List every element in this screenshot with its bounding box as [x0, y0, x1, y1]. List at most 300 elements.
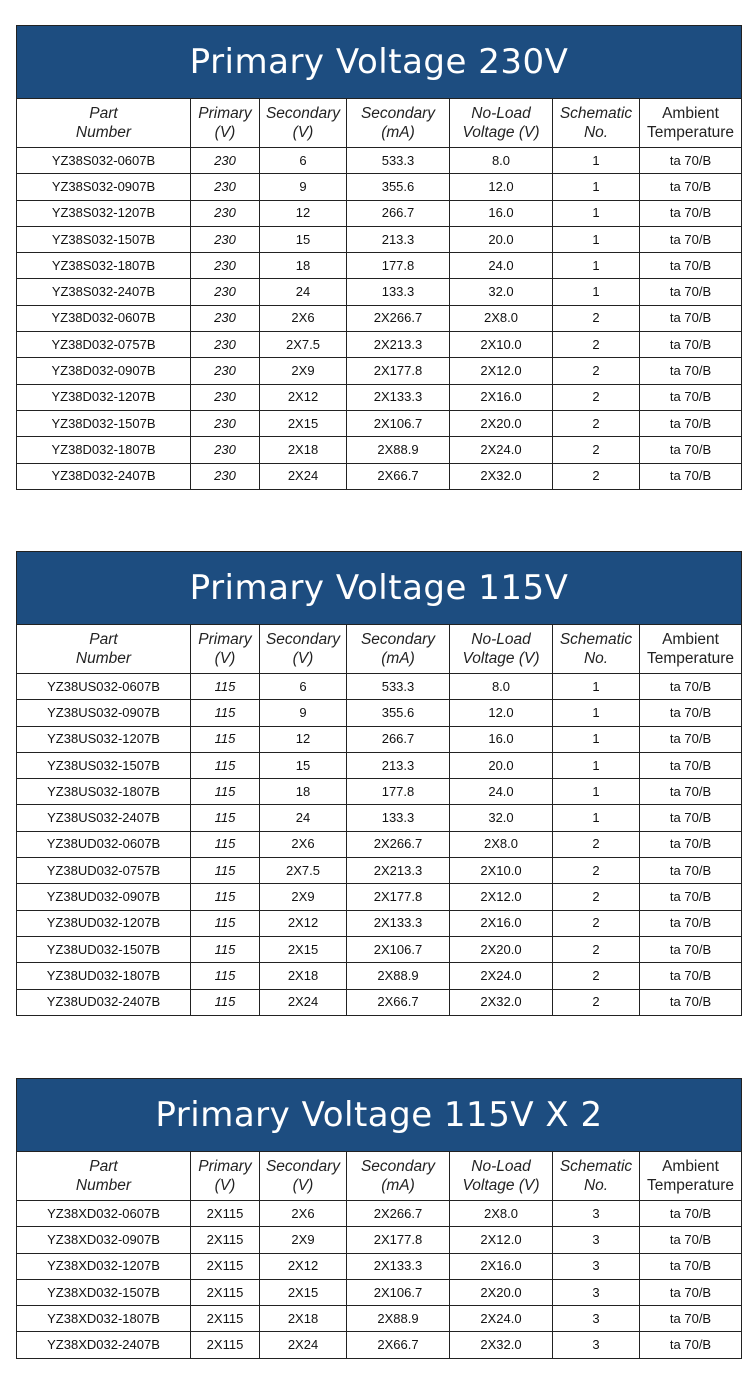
cell-schematic: 1	[553, 779, 640, 805]
column-header-line: Secondary	[360, 631, 436, 648]
table-row	[17, 1332, 742, 1358]
column-header-line: Number	[75, 124, 132, 141]
table-row	[17, 726, 742, 752]
cell-noload: 12.0	[450, 174, 553, 200]
cell-primary: 2X115	[191, 1279, 260, 1305]
cell-secondary_v: 24	[260, 279, 347, 305]
column-header-line: Secondary	[265, 631, 341, 648]
table-row	[17, 463, 742, 489]
cell-ambient: ta 70/B	[640, 884, 742, 910]
cell-ambient: ta 70/B	[640, 858, 742, 884]
table-row	[17, 174, 742, 200]
table-row	[17, 1227, 742, 1253]
cell-part: YZ38UD032-2407B	[17, 989, 191, 1015]
table-banner-row	[17, 552, 742, 625]
cell-secondary_ma: 2X133.3	[347, 1253, 450, 1279]
cell-primary: 2X115	[191, 1227, 260, 1253]
cell-schematic: 2	[553, 831, 640, 857]
cell-schematic: 2	[553, 437, 640, 463]
cell-secondary_v: 2X7.5	[260, 858, 347, 884]
column-header-ambient	[640, 99, 742, 148]
column-header-secondary_ma	[347, 1152, 450, 1201]
cell-secondary_ma: 2X213.3	[347, 858, 450, 884]
cell-part: YZ38US032-1207B	[17, 726, 191, 752]
cell-secondary_v: 2X12	[260, 910, 347, 936]
column-header-line: Temperature	[647, 650, 735, 667]
cell-secondary_ma: 2X266.7	[347, 1201, 450, 1227]
cell-noload: 2X8.0	[450, 831, 553, 857]
cell-secondary_ma: 266.7	[347, 726, 450, 752]
cell-part: YZ38D032-2407B	[17, 463, 191, 489]
cell-part: YZ38UD032-0907B	[17, 884, 191, 910]
cell-ambient: ta 70/B	[640, 1227, 742, 1253]
column-header-noload	[450, 1152, 553, 1201]
table-row	[17, 831, 742, 857]
cell-secondary_v: 2X24	[260, 989, 347, 1015]
column-header-line: Primary	[198, 105, 252, 122]
cell-schematic: 1	[553, 674, 640, 700]
cell-noload: 2X10.0	[450, 332, 553, 358]
cell-noload: 2X24.0	[450, 1306, 553, 1332]
cell-schematic: 3	[553, 1201, 640, 1227]
cell-part: YZ38XD032-1207B	[17, 1253, 191, 1279]
cell-schematic: 1	[553, 148, 640, 174]
cell-noload: 2X8.0	[450, 305, 553, 331]
column-header-line: Schematic	[559, 1158, 633, 1175]
cell-schematic: 1	[553, 805, 640, 831]
cell-noload: 2X24.0	[450, 963, 553, 989]
cell-ambient: ta 70/B	[640, 674, 742, 700]
cell-ambient: ta 70/B	[640, 437, 742, 463]
table-title: Primary Voltage 230V	[17, 26, 742, 99]
cell-secondary_v: 12	[260, 200, 347, 226]
table-banner-row	[17, 26, 742, 99]
cell-schematic: 1	[553, 279, 640, 305]
cell-schematic: 1	[553, 174, 640, 200]
table-row	[17, 332, 742, 358]
cell-schematic: 3	[553, 1306, 640, 1332]
cell-ambient: ta 70/B	[640, 305, 742, 331]
cell-primary: 115	[191, 884, 260, 910]
cell-primary: 230	[191, 174, 260, 200]
cell-part: YZ38XD032-0607B	[17, 1201, 191, 1227]
table-row	[17, 910, 742, 936]
cell-noload: 2X24.0	[450, 437, 553, 463]
cell-primary: 115	[191, 989, 260, 1015]
cell-schematic: 1	[553, 700, 640, 726]
table-row	[17, 226, 742, 252]
cell-secondary_v: 9	[260, 174, 347, 200]
column-header-line: Secondary	[360, 1158, 436, 1175]
cell-secondary_ma: 133.3	[347, 805, 450, 831]
cell-secondary_v: 2X7.5	[260, 332, 347, 358]
cell-part: YZ38US032-0907B	[17, 700, 191, 726]
column-header-line: (V)	[214, 124, 236, 141]
cell-noload: 24.0	[450, 779, 553, 805]
cell-secondary_ma: 2X106.7	[347, 1279, 450, 1305]
cell-part: YZ38US032-0607B	[17, 674, 191, 700]
cell-ambient: ta 70/B	[640, 1201, 742, 1227]
cell-primary: 230	[191, 226, 260, 252]
cell-noload: 2X12.0	[450, 884, 553, 910]
column-header-row	[17, 1152, 742, 1201]
cell-schematic: 3	[553, 1279, 640, 1305]
cell-noload: 2X16.0	[450, 910, 553, 936]
cell-noload: 2X20.0	[450, 936, 553, 962]
cell-secondary_ma: 2X106.7	[347, 410, 450, 436]
cell-schematic: 2	[553, 884, 640, 910]
cell-primary: 115	[191, 700, 260, 726]
cell-schematic: 1	[553, 752, 640, 778]
cell-schematic: 2	[553, 910, 640, 936]
column-header-line: (mA)	[381, 1177, 415, 1194]
table-row	[17, 384, 742, 410]
column-header-line: Schematic	[559, 105, 633, 122]
column-header-part	[17, 1152, 191, 1201]
cell-secondary_v: 2X12	[260, 1253, 347, 1279]
column-header-line: Secondary	[360, 105, 436, 122]
cell-secondary_ma: 2X106.7	[347, 936, 450, 962]
cell-ambient: ta 70/B	[640, 384, 742, 410]
cell-secondary_ma: 533.3	[347, 148, 450, 174]
cell-part: YZ38XD032-1807B	[17, 1306, 191, 1332]
table-row	[17, 700, 742, 726]
spec-table	[16, 1078, 742, 1359]
cell-part: YZ38US032-2407B	[17, 805, 191, 831]
cell-primary: 230	[191, 358, 260, 384]
cell-ambient: ta 70/B	[640, 700, 742, 726]
table-row	[17, 1201, 742, 1227]
column-header-line: (V)	[214, 1177, 236, 1194]
cell-schematic: 2	[553, 358, 640, 384]
cell-part: YZ38XD032-2407B	[17, 1332, 191, 1358]
table-row	[17, 884, 742, 910]
cell-schematic: 2	[553, 989, 640, 1015]
cell-ambient: ta 70/B	[640, 226, 742, 252]
cell-part: YZ38US032-1807B	[17, 779, 191, 805]
column-header-line: (V)	[292, 650, 314, 667]
cell-part: YZ38D032-0907B	[17, 358, 191, 384]
column-header-row	[17, 625, 742, 674]
cell-ambient: ta 70/B	[640, 963, 742, 989]
cell-schematic: 1	[553, 253, 640, 279]
cell-primary: 230	[191, 463, 260, 489]
cell-ambient: ta 70/B	[640, 279, 742, 305]
cell-secondary_v: 2X18	[260, 1306, 347, 1332]
cell-secondary_ma: 2X213.3	[347, 332, 450, 358]
cell-part: YZ38UD032-0757B	[17, 858, 191, 884]
cell-noload: 2X10.0	[450, 858, 553, 884]
column-header-line: (V)	[292, 124, 314, 141]
column-header-line: Part	[89, 105, 118, 122]
table-row	[17, 805, 742, 831]
cell-schematic: 2	[553, 858, 640, 884]
column-header-line: Ambient	[662, 631, 719, 648]
cell-noload: 16.0	[450, 200, 553, 226]
cell-ambient: ta 70/B	[640, 148, 742, 174]
cell-secondary_v: 2X15	[260, 410, 347, 436]
table-row	[17, 200, 742, 226]
cell-part: YZ38US032-1507B	[17, 752, 191, 778]
cell-secondary_v: 15	[260, 752, 347, 778]
cell-schematic: 2	[553, 305, 640, 331]
cell-schematic: 3	[553, 1253, 640, 1279]
cell-noload: 2X16.0	[450, 384, 553, 410]
cell-part: YZ38UD032-1507B	[17, 936, 191, 962]
column-header-line: Voltage (V)	[462, 650, 540, 667]
cell-noload: 2X20.0	[450, 410, 553, 436]
cell-schematic: 1	[553, 200, 640, 226]
cell-secondary_v: 2X18	[260, 437, 347, 463]
cell-secondary_v: 15	[260, 226, 347, 252]
column-header-line: (V)	[292, 1177, 314, 1194]
column-header-line: Number	[75, 650, 132, 667]
cell-ambient: ta 70/B	[640, 910, 742, 936]
column-header-secondary_v	[260, 625, 347, 674]
table-row	[17, 305, 742, 331]
column-header-secondary_v	[260, 1152, 347, 1201]
cell-secondary_v: 2X9	[260, 1227, 347, 1253]
cell-ambient: ta 70/B	[640, 174, 742, 200]
cell-secondary_v: 2X12	[260, 384, 347, 410]
table-row	[17, 752, 742, 778]
cell-ambient: ta 70/B	[640, 779, 742, 805]
cell-secondary_ma: 2X66.7	[347, 1332, 450, 1358]
table-row	[17, 779, 742, 805]
column-header-line: Part	[89, 631, 118, 648]
cell-noload: 2X32.0	[450, 463, 553, 489]
cell-part: YZ38S032-1507B	[17, 226, 191, 252]
cell-primary: 2X115	[191, 1253, 260, 1279]
table-row	[17, 1253, 742, 1279]
cell-ambient: ta 70/B	[640, 936, 742, 962]
cell-part: YZ38D032-1807B	[17, 437, 191, 463]
column-header-row	[17, 99, 742, 148]
cell-primary: 230	[191, 148, 260, 174]
spec-table	[16, 25, 742, 490]
cell-primary: 115	[191, 674, 260, 700]
cell-part: YZ38D032-0607B	[17, 305, 191, 331]
cell-primary: 230	[191, 279, 260, 305]
cell-part: YZ38D032-1507B	[17, 410, 191, 436]
cell-noload: 2X16.0	[450, 1253, 553, 1279]
cell-secondary_ma: 2X133.3	[347, 910, 450, 936]
column-header-line: No-Load	[471, 631, 531, 648]
cell-part: YZ38S032-2407B	[17, 279, 191, 305]
table-row	[17, 936, 742, 962]
table-banner-row	[17, 1079, 742, 1152]
cell-primary: 115	[191, 910, 260, 936]
cell-primary: 115	[191, 858, 260, 884]
cell-secondary_v: 2X24	[260, 1332, 347, 1358]
cell-noload: 2X12.0	[450, 358, 553, 384]
column-header-line: No-Load	[471, 105, 531, 122]
column-header-line: Part	[89, 1158, 118, 1175]
cell-ambient: ta 70/B	[640, 1306, 742, 1332]
column-header-line: No.	[583, 124, 609, 141]
column-header-line: (mA)	[381, 124, 415, 141]
cell-secondary_ma: 2X266.7	[347, 831, 450, 857]
cell-primary: 2X115	[191, 1332, 260, 1358]
column-header-noload	[450, 625, 553, 674]
cell-part: YZ38UD032-1807B	[17, 963, 191, 989]
cell-primary: 230	[191, 332, 260, 358]
cell-primary: 230	[191, 384, 260, 410]
cell-part: YZ38D032-1207B	[17, 384, 191, 410]
cell-part: YZ38S032-1807B	[17, 253, 191, 279]
cell-noload: 12.0	[450, 700, 553, 726]
table-row	[17, 410, 742, 436]
cell-ambient: ta 70/B	[640, 1253, 742, 1279]
cell-ambient: ta 70/B	[640, 410, 742, 436]
cell-secondary_v: 2X18	[260, 963, 347, 989]
cell-primary: 230	[191, 410, 260, 436]
column-header-line: (mA)	[381, 650, 415, 667]
table-row	[17, 437, 742, 463]
cell-primary: 230	[191, 200, 260, 226]
cell-primary: 115	[191, 831, 260, 857]
cell-ambient: ta 70/B	[640, 253, 742, 279]
cell-secondary_ma: 213.3	[347, 752, 450, 778]
column-header-line: Primary	[198, 631, 252, 648]
cell-schematic: 2	[553, 936, 640, 962]
cell-secondary_ma: 2X66.7	[347, 463, 450, 489]
table-row	[17, 148, 742, 174]
cell-secondary_ma: 2X177.8	[347, 1227, 450, 1253]
cell-primary: 115	[191, 779, 260, 805]
table-row	[17, 1306, 742, 1332]
cell-schematic: 2	[553, 963, 640, 989]
table-row	[17, 279, 742, 305]
cell-secondary_v: 2X6	[260, 831, 347, 857]
cell-schematic: 2	[553, 384, 640, 410]
column-header-line: No.	[583, 650, 609, 667]
column-header-line: Voltage (V)	[462, 1177, 540, 1194]
cell-ambient: ta 70/B	[640, 1332, 742, 1358]
cell-part: YZ38UD032-1207B	[17, 910, 191, 936]
cell-secondary_ma: 2X266.7	[347, 305, 450, 331]
cell-noload: 2X8.0	[450, 1201, 553, 1227]
cell-noload: 2X32.0	[450, 1332, 553, 1358]
cell-primary: 115	[191, 936, 260, 962]
column-header-secondary_ma	[347, 625, 450, 674]
cell-secondary_ma: 2X88.9	[347, 963, 450, 989]
cell-part: YZ38XD032-1507B	[17, 1279, 191, 1305]
cell-ambient: ta 70/B	[640, 200, 742, 226]
cell-noload: 20.0	[450, 752, 553, 778]
column-header-line: Number	[75, 1177, 132, 1194]
cell-noload: 32.0	[450, 805, 553, 831]
cell-secondary_ma: 2X66.7	[347, 989, 450, 1015]
cell-schematic: 2	[553, 463, 640, 489]
cell-secondary_v: 9	[260, 700, 347, 726]
cell-secondary_ma: 177.8	[347, 253, 450, 279]
cell-schematic: 2	[553, 410, 640, 436]
spec-table	[16, 551, 742, 1016]
table-row	[17, 674, 742, 700]
table-row	[17, 989, 742, 1015]
cell-noload: 2X20.0	[450, 1279, 553, 1305]
table-row	[17, 963, 742, 989]
cell-primary: 230	[191, 437, 260, 463]
cell-ambient: ta 70/B	[640, 805, 742, 831]
column-header-line: No-Load	[471, 1158, 531, 1175]
cell-noload: 24.0	[450, 253, 553, 279]
cell-noload: 8.0	[450, 148, 553, 174]
cell-primary: 230	[191, 305, 260, 331]
column-header-secondary_ma	[347, 99, 450, 148]
column-header-primary	[191, 625, 260, 674]
column-header-line: Temperature	[647, 1177, 735, 1194]
cell-ambient: ta 70/B	[640, 463, 742, 489]
column-header-primary	[191, 1152, 260, 1201]
cell-ambient: ta 70/B	[640, 831, 742, 857]
cell-secondary_ma: 177.8	[347, 779, 450, 805]
cell-secondary_v: 2X15	[260, 936, 347, 962]
cell-ambient: ta 70/B	[640, 1279, 742, 1305]
cell-primary: 115	[191, 752, 260, 778]
cell-secondary_ma: 533.3	[347, 674, 450, 700]
column-header-schematic	[553, 625, 640, 674]
cell-ambient: ta 70/B	[640, 752, 742, 778]
cell-schematic: 3	[553, 1332, 640, 1358]
cell-secondary_v: 18	[260, 253, 347, 279]
cell-schematic: 3	[553, 1227, 640, 1253]
column-header-line: Secondary	[265, 1158, 341, 1175]
cell-secondary_v: 2X9	[260, 884, 347, 910]
column-header-line: (V)	[214, 650, 236, 667]
cell-part: YZ38XD032-0907B	[17, 1227, 191, 1253]
cell-noload: 8.0	[450, 674, 553, 700]
cell-secondary_v: 2X9	[260, 358, 347, 384]
cell-part: YZ38UD032-0607B	[17, 831, 191, 857]
column-header-line: Ambient	[662, 1158, 719, 1175]
cell-secondary_ma: 355.6	[347, 174, 450, 200]
column-header-secondary_v	[260, 99, 347, 148]
cell-part: YZ38S032-0607B	[17, 148, 191, 174]
column-header-line: Temperature	[647, 124, 735, 141]
cell-secondary_ma: 355.6	[347, 700, 450, 726]
column-header-noload	[450, 99, 553, 148]
column-header-ambient	[640, 1152, 742, 1201]
cell-secondary_v: 24	[260, 805, 347, 831]
cell-secondary_ma: 2X177.8	[347, 358, 450, 384]
cell-secondary_v: 2X15	[260, 1279, 347, 1305]
table-title: Primary Voltage 115V X 2	[17, 1079, 742, 1152]
cell-primary: 115	[191, 963, 260, 989]
cell-secondary_v: 2X24	[260, 463, 347, 489]
column-header-schematic	[553, 99, 640, 148]
cell-secondary_v: 6	[260, 674, 347, 700]
cell-secondary_ma: 2X177.8	[347, 884, 450, 910]
cell-schematic: 2	[553, 332, 640, 358]
column-header-schematic	[553, 1152, 640, 1201]
cell-secondary_v: 2X6	[260, 305, 347, 331]
column-header-line: Schematic	[559, 631, 633, 648]
cell-noload: 16.0	[450, 726, 553, 752]
cell-noload: 2X32.0	[450, 989, 553, 1015]
cell-secondary_v: 18	[260, 779, 347, 805]
cell-noload: 2X12.0	[450, 1227, 553, 1253]
cell-primary: 2X115	[191, 1306, 260, 1332]
cell-primary: 2X115	[191, 1201, 260, 1227]
cell-schematic: 1	[553, 726, 640, 752]
cell-part: YZ38D032-0757B	[17, 332, 191, 358]
column-header-part	[17, 99, 191, 148]
cell-ambient: ta 70/B	[640, 989, 742, 1015]
cell-secondary_ma: 2X88.9	[347, 437, 450, 463]
column-header-line: No.	[583, 1177, 609, 1194]
